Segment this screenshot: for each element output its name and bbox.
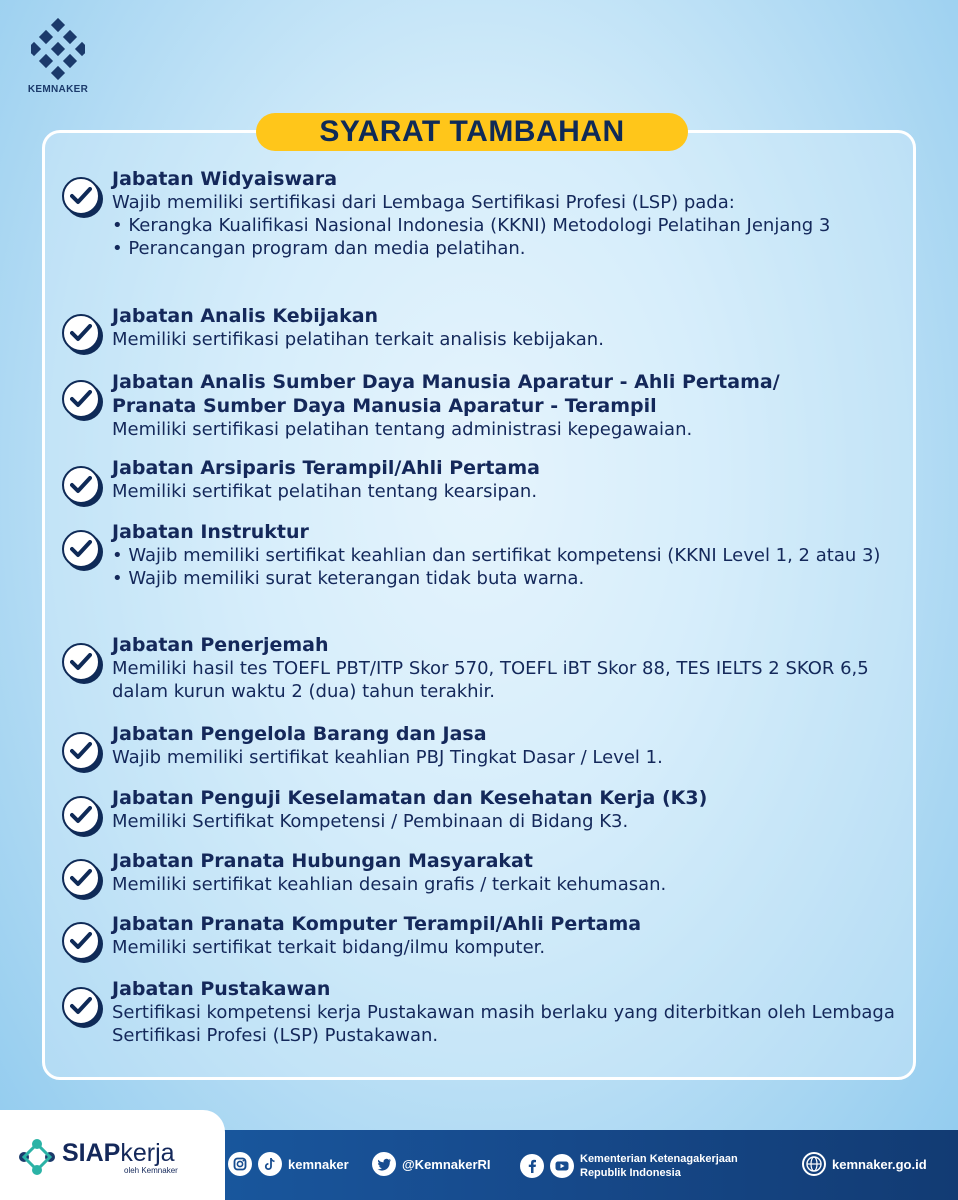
- instagram-tiktok-handle: kemnaker: [288, 1156, 349, 1172]
- item-text: Memiliki Sertifikat Kompetensi / Pembinaan di Bidang K3.: [112, 811, 629, 832]
- check-icon: [62, 859, 100, 897]
- item-text: Memiliki sertifikat terkait bidang/ilmu komputer.: [112, 937, 546, 958]
- item-title: Jabatan Penerjemah: [112, 634, 329, 656]
- item-bullet: • Wajib memiliki surat keterangan tidak buta warna.: [112, 568, 585, 589]
- website-link[interactable]: kemnaker.go.id: [832, 1156, 927, 1172]
- item-text: Wajib memiliki sertifikasi dari Lembaga Sertifikasi Profesi (LSP) pada:: [112, 192, 735, 213]
- item-text: Sertifikasi kompetensi kerja Pustakawan masih berlaku yang diterbitkan oleh Lembaga Sertifikasi Profesi (LSP) Pustakawan.: [112, 1002, 895, 1046]
- kemnaker-emblem-icon: [31, 18, 85, 80]
- siapkerja-emblem-icon: [18, 1138, 56, 1176]
- item-title: Jabatan Widyaiswara: [112, 168, 338, 190]
- check-icon: [62, 530, 100, 568]
- globe-icon[interactable]: [802, 1152, 826, 1176]
- item-title: Jabatan Analis Kebijakan: [112, 305, 379, 327]
- youtube-icon[interactable]: [550, 1154, 574, 1178]
- page-title: SYARAT TAMBAHAN: [256, 113, 688, 151]
- siapkerja-wordmark: SIAPkerja: [62, 1138, 175, 1167]
- item-title: Jabatan Arsiparis Terampil/Ahli Pertama: [112, 457, 540, 479]
- item-text: Wajib memiliki sertifikat keahlian PBJ Tingkat Dasar / Level 1.: [112, 747, 663, 768]
- item-title: Jabatan Pustakawan: [112, 978, 331, 1000]
- social-facebook-youtube[interactable]: [520, 1152, 738, 1180]
- logo-text: KEMNAKER: [27, 84, 89, 95]
- social-twitter[interactable]: [372, 1152, 491, 1176]
- check-icon: [62, 922, 100, 960]
- check-icon: [62, 177, 100, 215]
- check-icon: [62, 987, 100, 1025]
- item-text: Memiliki sertifikat pelatihan tentang kearsipan.: [112, 481, 538, 502]
- ministry-country: Republik Indonesia: [580, 1167, 681, 1179]
- check-icon: [62, 466, 100, 504]
- ministry-name: Kementerian Ketenagakerjaan: [580, 1153, 738, 1165]
- item-title: Jabatan Instruktur: [112, 521, 309, 543]
- item-text: Memiliki hasil tes TOEFL PBT/ITP Skor 570, TOEFL iBT Skor 88, TES IELTS 2 SKOR 6,5 dalam kurun waktu 2 (dua) tahun terakhir.: [112, 658, 869, 702]
- item-text: Memiliki sertifikat keahlian desain grafis / terkait kehumasan.: [112, 874, 667, 895]
- item-bullet: • Perancangan program dan media pelatihan.: [112, 238, 526, 259]
- item-title: Jabatan Pranata Komputer Terampil/Ahli Pertama: [112, 913, 642, 935]
- check-icon: [62, 380, 100, 418]
- siapkerja-tagline: oleh Kemnaker: [124, 1165, 178, 1175]
- twitter-icon[interactable]: [372, 1152, 396, 1176]
- check-icon: [62, 314, 100, 352]
- item-title: Jabatan Pranata Hubungan Masyarakat: [112, 850, 533, 872]
- check-icon: [62, 796, 100, 834]
- facebook-icon[interactable]: [520, 1154, 544, 1178]
- item-bullet: • Kerangka Kualifikasi Nasional Indonesia (KKNI) Metodologi Pelatihan Jenjang 3: [112, 215, 831, 236]
- item-text: Memiliki sertifikasi pelatihan tentang administrasi kepegawaian.: [112, 419, 693, 440]
- item-text: Memiliki sertifikasi pelatihan terkait analisis kebijakan.: [112, 329, 604, 350]
- kemnaker-logo: [20, 18, 96, 95]
- item-bullet: • Wajib memiliki sertifikat keahlian dan sertifikat kompetensi (KKNI Level 1, 2 atau 3): [112, 545, 881, 566]
- item-title: Jabatan Pengelola Barang dan Jasa: [112, 723, 487, 745]
- social-website[interactable]: [802, 1152, 927, 1176]
- item-title: Jabatan Penguji Keselamatan dan Kesehatan Kerja (K3): [112, 787, 708, 809]
- instagram-icon[interactable]: [228, 1152, 252, 1176]
- check-icon: [62, 643, 100, 681]
- tiktok-icon[interactable]: [258, 1152, 282, 1176]
- siapkerja-logo: [18, 1138, 178, 1176]
- social-instagram-tiktok[interactable]: [228, 1152, 349, 1176]
- twitter-handle: @KemnakerRI: [402, 1156, 491, 1172]
- check-icon: [62, 732, 100, 770]
- item-title: Jabatan Analis Sumber Daya Manusia Aparatur - Ahli Pertama/ Pranata Sumber Daya Manusia Aparatur - Terampil: [112, 371, 780, 417]
